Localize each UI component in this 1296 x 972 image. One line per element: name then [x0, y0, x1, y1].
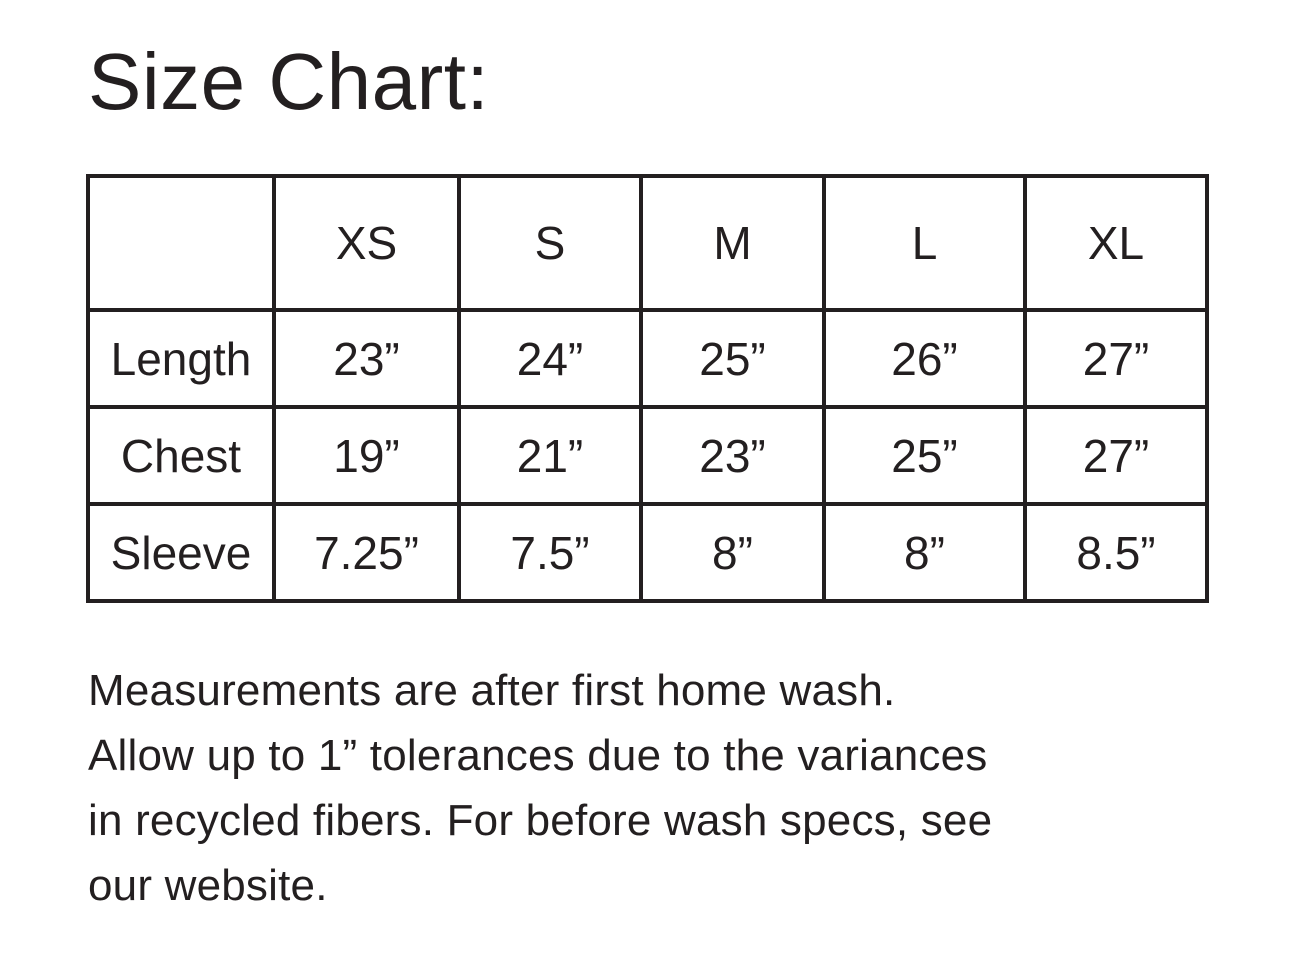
- measurement-note: [88, 658, 992, 918]
- row-label-chest: Chest: [88, 407, 274, 504]
- row-label-length: Length: [88, 310, 274, 407]
- table-row-chest: [88, 407, 1207, 504]
- chest-xs-cell: 19”: [274, 407, 459, 504]
- table-row-length: [88, 310, 1207, 407]
- note-line-2: Allow up to 1” tolerances due to the variances: [88, 731, 988, 780]
- column-header-s: S: [459, 176, 641, 310]
- chest-m-cell: 23”: [641, 407, 824, 504]
- corner-cell: [88, 176, 274, 310]
- column-header-l: L: [824, 176, 1025, 310]
- table-row-sleeve: [88, 504, 1207, 601]
- note-line-1: Measurements are after first home wash.: [88, 666, 896, 715]
- size-chart-table: [86, 174, 1209, 603]
- length-l-cell: 26”: [824, 310, 1025, 407]
- column-header-m: M: [641, 176, 824, 310]
- sleeve-m-cell: 8”: [641, 504, 824, 601]
- sleeve-s-cell: 7.5”: [459, 504, 641, 601]
- row-label-sleeve: Sleeve: [88, 504, 274, 601]
- chest-l-cell: 25”: [824, 407, 1025, 504]
- sleeve-xs-cell: 7.25”: [274, 504, 459, 601]
- sleeve-l-cell: 8”: [824, 504, 1025, 601]
- length-xs-cell: 23”: [274, 310, 459, 407]
- note-line-3: in recycled fibers. For before wash specs, see: [88, 796, 993, 845]
- chest-xl-cell: 27”: [1025, 407, 1207, 504]
- table-header-row: [88, 176, 1207, 310]
- length-m-cell: 25”: [641, 310, 824, 407]
- column-header-xs: XS: [274, 176, 459, 310]
- column-header-xl: XL: [1025, 176, 1207, 310]
- length-xl-cell: 27”: [1025, 310, 1207, 407]
- page-title: Size Chart:: [88, 37, 490, 126]
- note-line-4: our website.: [88, 861, 328, 910]
- chest-s-cell: 21”: [459, 407, 641, 504]
- sleeve-xl-cell: 8.5”: [1025, 504, 1207, 601]
- length-s-cell: 24”: [459, 310, 641, 407]
